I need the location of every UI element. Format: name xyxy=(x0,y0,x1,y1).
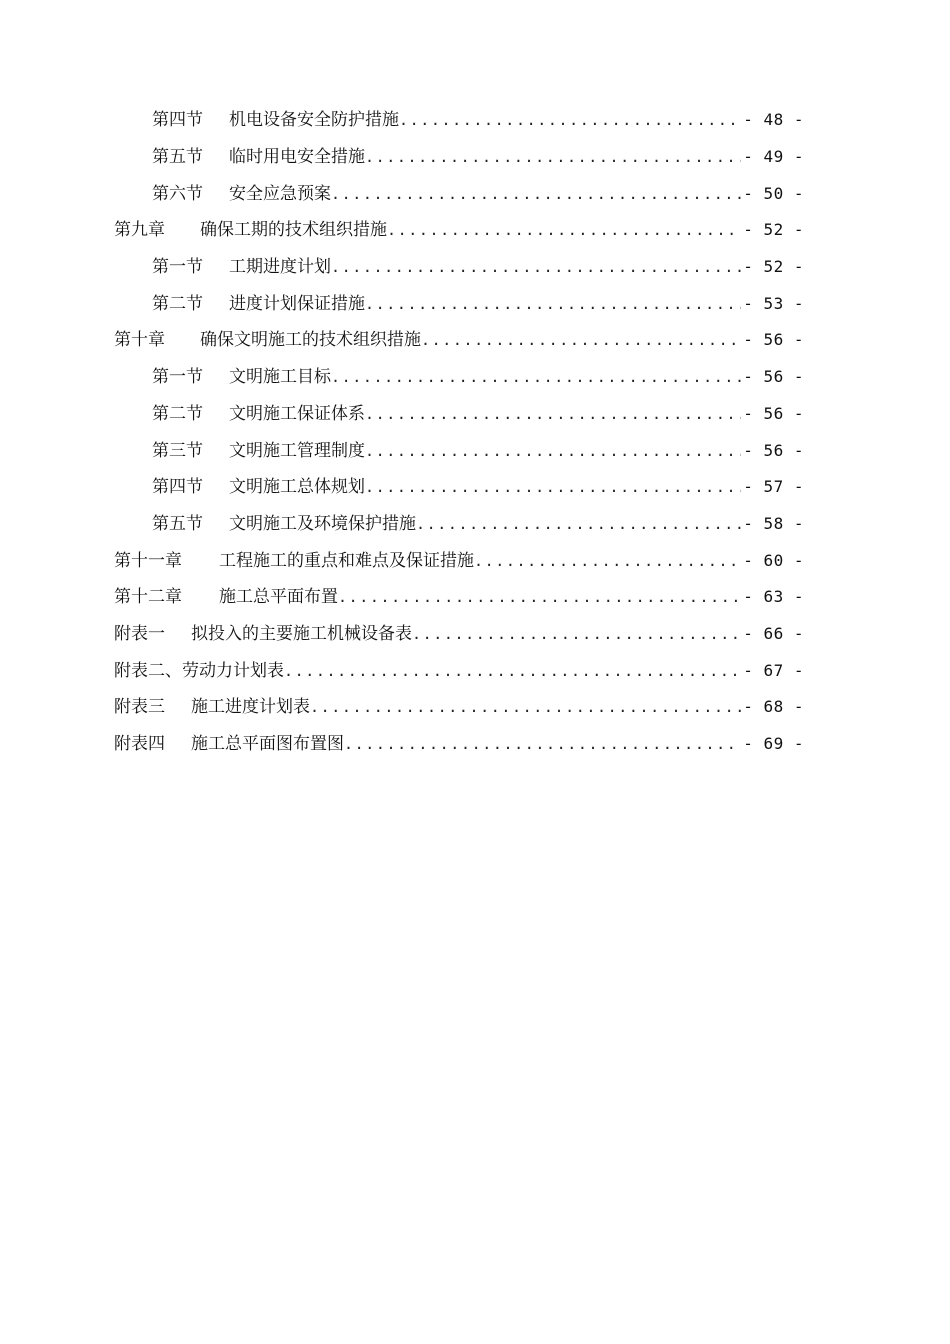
toc-entry-number: 第四节 xyxy=(152,110,203,131)
toc-entry-chapter[interactable] xyxy=(0,212,950,249)
toc-entry[interactable] xyxy=(0,285,950,322)
toc-entry-title: 确保工期的技术组织措施 xyxy=(200,220,387,241)
toc-entry-number: 附表三 xyxy=(114,697,165,718)
toc-entry[interactable] xyxy=(0,432,950,469)
toc-entry-appendix[interactable] xyxy=(0,726,950,763)
toc-dot-leader xyxy=(331,184,741,204)
toc-dot-leader xyxy=(338,587,741,607)
toc-entry[interactable] xyxy=(0,102,950,139)
toc-entry-number: 附表四 xyxy=(114,734,165,755)
toc-entry-page: - 52 - xyxy=(743,220,804,240)
toc-entry-number: 第十二章 xyxy=(114,587,182,608)
toc-dot-leader xyxy=(421,330,741,350)
toc-entry-number: 第一节 xyxy=(152,257,203,278)
toc-entry-title: 拟投入的主要施工机械设备表 xyxy=(191,623,412,644)
toc-entry-title: 临时用电安全措施 xyxy=(229,147,365,168)
toc-entry-page: - 48 - xyxy=(743,110,804,130)
toc-entry-title: 附表二、劳动力计划表 xyxy=(114,660,284,681)
toc-entry-chapter[interactable] xyxy=(0,542,950,579)
toc-entry-number: 第三节 xyxy=(152,440,203,461)
toc-dot-leader xyxy=(344,734,741,754)
toc-entry-page: - 49 - xyxy=(743,147,804,167)
toc-entry-appendix[interactable] xyxy=(0,616,950,653)
toc-entry-appendix[interactable] xyxy=(0,652,950,689)
toc-entry-chapter[interactable] xyxy=(0,322,950,359)
toc-entry-number: 第一节 xyxy=(152,367,203,388)
toc-entry[interactable] xyxy=(0,396,950,433)
toc-dot-leader xyxy=(365,477,741,497)
toc-dot-leader xyxy=(365,294,741,314)
toc-entry-number: 第六节 xyxy=(152,183,203,204)
toc-entry-title: 工程施工的重点和难点及保证措施 xyxy=(219,550,474,571)
toc-dot-leader xyxy=(412,624,741,644)
toc-entry[interactable] xyxy=(0,359,950,396)
toc-entry-title: 文明施工目标 xyxy=(229,367,331,388)
toc-entry-page: - 66 - xyxy=(743,623,804,643)
toc-entry-page: - 67 - xyxy=(743,660,804,680)
toc-entry-title: 文明施工及环境保护措施 xyxy=(229,513,416,534)
toc-entry[interactable] xyxy=(0,506,950,543)
toc-entry-title: 机电设备安全防护措施 xyxy=(229,110,399,131)
toc-entry-number: 第五节 xyxy=(152,147,203,168)
toc-entry-page: - 56 - xyxy=(743,440,804,460)
toc-entry-title: 安全应急预案 xyxy=(229,183,331,204)
toc-entry-page: - 69 - xyxy=(743,734,804,754)
toc-entry-number: 第十章 xyxy=(114,330,165,351)
table-of-contents xyxy=(0,102,950,762)
toc-entry-page: - 63 - xyxy=(743,587,804,607)
toc-entry-page: - 68 - xyxy=(743,697,804,717)
toc-entry-chapter[interactable] xyxy=(0,579,950,616)
toc-entry-page: - 60 - xyxy=(743,550,804,570)
toc-dot-leader xyxy=(365,404,741,424)
toc-dot-leader xyxy=(474,551,741,571)
toc-dot-leader xyxy=(331,367,741,387)
toc-dot-leader xyxy=(284,661,741,681)
toc-entry-number: 第九章 xyxy=(114,220,165,241)
toc-entry-number: 第十一章 xyxy=(114,550,182,571)
toc-dot-leader xyxy=(310,697,741,717)
toc-entry[interactable] xyxy=(0,175,950,212)
toc-entry-title: 文明施工总体规划 xyxy=(229,477,365,498)
toc-entry-title: 工期进度计划 xyxy=(229,257,331,278)
toc-entry[interactable] xyxy=(0,139,950,176)
toc-dot-leader xyxy=(387,220,741,240)
toc-entry-page: - 56 - xyxy=(743,403,804,423)
toc-entry-page: - 52 - xyxy=(743,257,804,277)
toc-entry-page: - 57 - xyxy=(743,477,804,497)
toc-entry-title: 施工总平面图布置图 xyxy=(191,734,344,755)
toc-dot-leader xyxy=(416,514,741,534)
toc-entry-number: 第二节 xyxy=(152,403,203,424)
toc-entry-number: 第二节 xyxy=(152,293,203,314)
toc-dot-leader xyxy=(399,110,741,130)
toc-entry-title: 施工总平面布置 xyxy=(219,587,338,608)
toc-dot-leader xyxy=(365,147,741,167)
toc-dot-leader xyxy=(365,441,741,461)
toc-entry-title: 确保文明施工的技术组织措施 xyxy=(200,330,421,351)
toc-entry-title: 文明施工管理制度 xyxy=(229,440,365,461)
toc-dot-leader xyxy=(331,257,741,277)
toc-entry-page: - 53 - xyxy=(743,293,804,313)
toc-entry-title: 文明施工保证体系 xyxy=(229,403,365,424)
toc-entry-title: 进度计划保证措施 xyxy=(229,293,365,314)
toc-entry-number: 附表一 xyxy=(114,623,165,644)
toc-entry-appendix[interactable] xyxy=(0,689,950,726)
toc-entry-page: - 58 - xyxy=(743,513,804,533)
toc-entry-title: 施工进度计划表 xyxy=(191,697,310,718)
toc-entry-page: - 50 - xyxy=(743,183,804,203)
toc-entry-page: - 56 - xyxy=(743,367,804,387)
toc-entry-number: 第五节 xyxy=(152,513,203,534)
toc-entry[interactable] xyxy=(0,469,950,506)
toc-entry-page: - 56 - xyxy=(743,330,804,350)
toc-entry[interactable] xyxy=(0,249,950,286)
toc-entry-number: 第四节 xyxy=(152,477,203,498)
